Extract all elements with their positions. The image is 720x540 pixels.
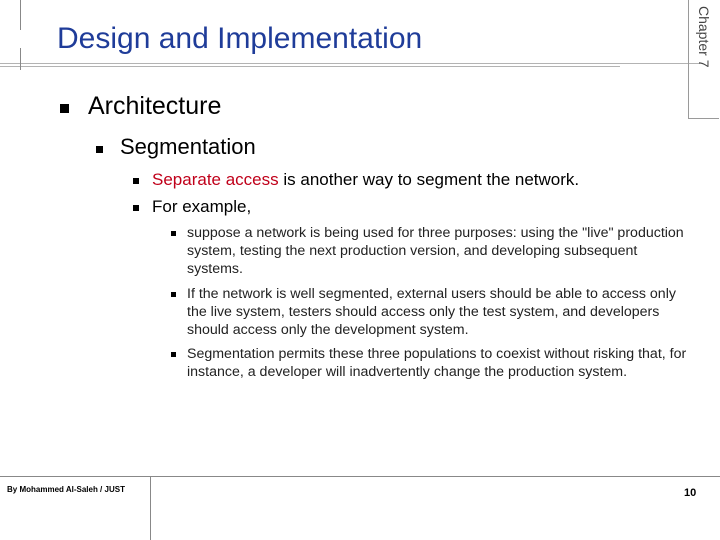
frame-bottom-line bbox=[0, 476, 720, 477]
sub-bullet-3: Segmentation permits these three populations to coexist without risking that, for instance, a developer will inadvertently change the production system. bbox=[187, 346, 687, 380]
heading-architecture: Architecture bbox=[88, 92, 222, 120]
footer-author: By Mohammed Al-Saleh / JUST bbox=[7, 485, 125, 494]
frame-footer-divider bbox=[150, 476, 151, 540]
frame-top-line-2 bbox=[0, 66, 620, 67]
page-number: 10 bbox=[684, 487, 697, 499]
bullet-text: is another way to segment the network. bbox=[278, 170, 580, 189]
frame-top-line bbox=[0, 63, 700, 64]
sub-bullet-2: If the network is well segmented, external users should be able to access only the live system, testers should access only the test system, and developers should access only the development system. bbox=[187, 286, 676, 338]
highlight-text: Separate access bbox=[152, 170, 279, 189]
bullet-square-icon bbox=[133, 178, 139, 184]
bullet-square-icon bbox=[60, 104, 69, 113]
chapter-label: Chapter 7 bbox=[696, 6, 712, 68]
slide-title: Design and Implementation bbox=[57, 22, 423, 55]
frame-left-line bbox=[20, 0, 21, 30]
sub-bullet-1: suppose a network is being used for three purposes: using the "live" production system, testing the next production version, and developing subsequent systems. bbox=[187, 225, 684, 277]
bullet-separate-access bbox=[152, 170, 579, 190]
bullet-for-example: For example, bbox=[152, 197, 252, 216]
bullet-square-icon bbox=[171, 292, 176, 297]
bullet-square-icon bbox=[171, 352, 176, 357]
frame-left-line-2 bbox=[20, 48, 21, 70]
bullet-square-icon bbox=[133, 205, 139, 211]
heading-segmentation: Segmentation bbox=[120, 134, 256, 159]
bullet-square-icon bbox=[171, 231, 176, 236]
bullet-square-icon bbox=[96, 146, 103, 153]
